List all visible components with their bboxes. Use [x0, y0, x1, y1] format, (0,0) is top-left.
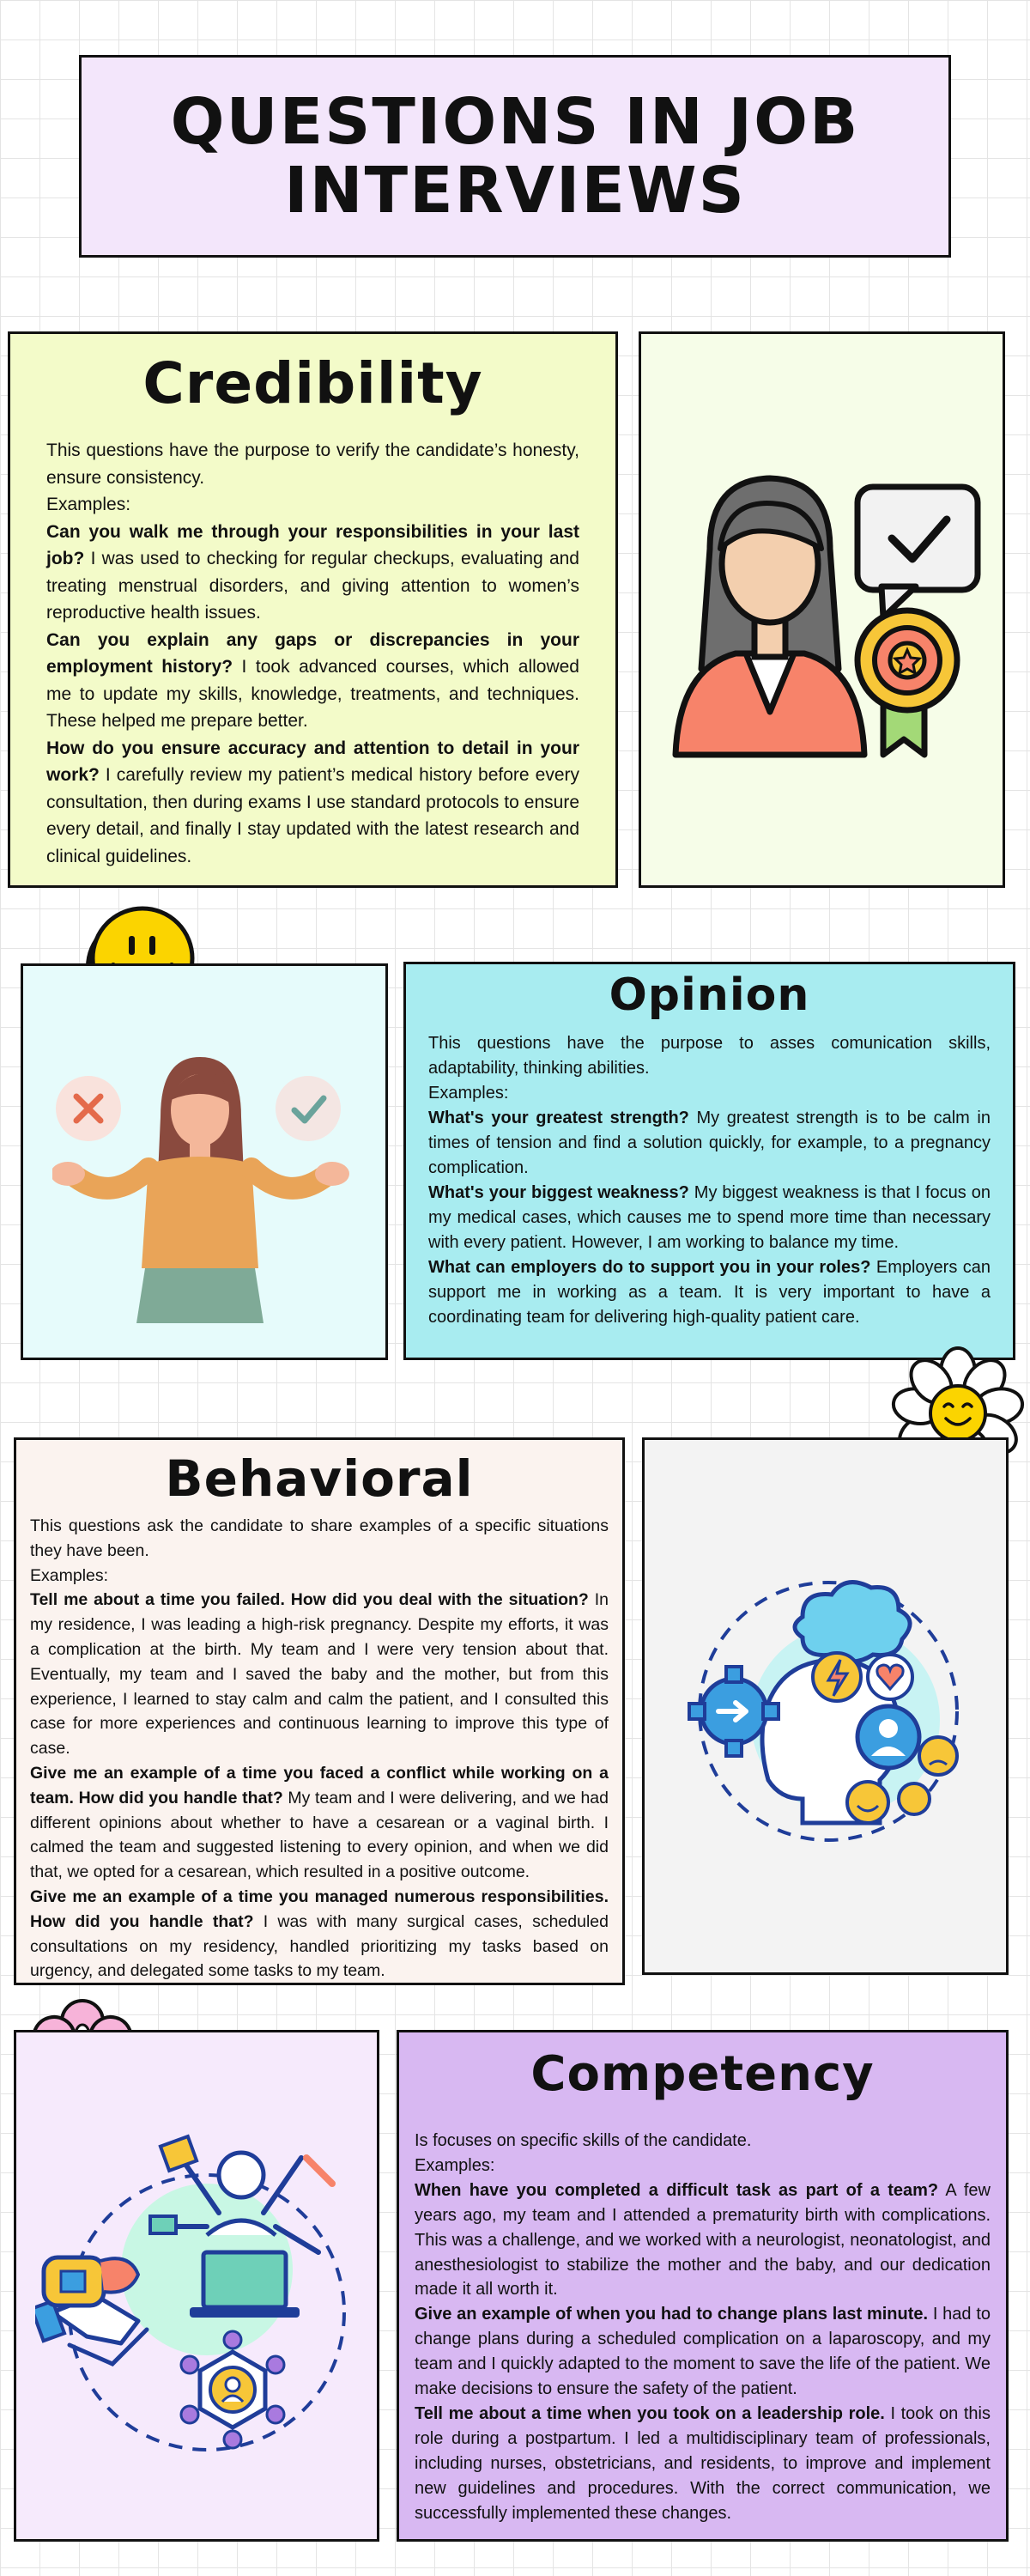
qa-item [415, 2178, 991, 2303]
credibility-title: Credibility [142, 350, 483, 416]
qa-item [428, 1181, 991, 1255]
opinion-illustration-panel [21, 963, 388, 1360]
opinion-section [403, 962, 1015, 1360]
competency-section [397, 2030, 1009, 2542]
opinion-title: Opinion [609, 969, 810, 1021]
answer: I took on this role during a postpartum. I led a multidisciplinary team of professionals, including nurses, obstetricians, and residents, to improve and implement new guidelines and procedures. With the correct communication, we successfully implemented these changes. [415, 2403, 991, 2523]
behavioral-intro: This questions ask the candidate to share examples of a specific situations they have been. [30, 1516, 609, 1560]
qa-item [30, 1588, 609, 1761]
competency-intro: Is focuses on specific skills of the candidate. [415, 2131, 752, 2150]
competency-examples-label: Examples: [415, 2155, 495, 2175]
behavioral-illustration-panel [642, 1437, 1009, 1975]
question: What's your greatest strength? [428, 1109, 689, 1127]
behavioral-examples-label: Examples: [30, 1565, 109, 1585]
answer: I was used to checking for regular checkups, evaluating and treating menstrual disorders, and giving attention to women’s reproductive health issues. [46, 549, 579, 623]
competency-body [399, 2103, 1006, 2526]
question: Give me an example of a time you managed numerous responsibilities. How did you handle that? [30, 1886, 609, 1931]
question: How do you ensure accuracy and attention to detail in your work? [46, 738, 579, 785]
qa-item [30, 1885, 609, 1984]
title-banner [79, 55, 951, 258]
credibility-intro: This questions have the purpose to verify the candidate’s honesty, ensure consistency. [46, 440, 579, 488]
professional-woman-with-badge-icon [658, 454, 985, 763]
credibility-section [8, 331, 618, 888]
opinion-body [406, 1021, 1013, 1330]
qa-item [415, 2302, 991, 2402]
competency-title: Competency [530, 2046, 875, 2102]
qa-item [46, 735, 579, 871]
question: When have you completed a difficult task as part of a team? [415, 2180, 939, 2200]
answer: My biggest weakness is that I focus on my medical cases, which causes me to spend more time than necessary with every patient. However, I am working to balance my time. [428, 1183, 991, 1252]
question: Give an example of when you had to change plans last minute. [415, 2305, 929, 2324]
qa-item [415, 2402, 991, 2526]
qa-item [428, 1255, 991, 1330]
question: What's your biggest weakness? [428, 1183, 689, 1202]
question: Can you explain any gaps or discrepancies in your employment history? [46, 629, 579, 677]
qa-item [428, 1106, 991, 1181]
answer: My greatest strength is to be calm in times of tension and find a solution quickly, for example, to a pregnancy complication. [428, 1109, 991, 1177]
question: Tell me about a time when you took on a leadership role. [415, 2403, 885, 2423]
credibility-examples-label: Examples: [46, 495, 131, 514]
answer: In my residence, I was leading a high-risk pregnancy. Despite my efforts, it was a complication at the birth. My team and I were very tension about that. Eventually, my team and I saved the baby and the mother, but from this experience, I learned to stay calm and calm the patient, and I consulted this case for more experiences and continuous learning to improve this type of case. [30, 1590, 609, 1759]
teamwork-skills-icon [35, 2123, 361, 2467]
qa-item [46, 519, 579, 627]
credibility-illustration-panel [639, 331, 1005, 888]
answer: A few years ago, my team and I attended a prematurity birth with complications. This was a challenge, and we worked with a neurologist, neonatologist, and anesthesiologist to stabilize the mother and the baby, and our dedication made it all worth it. [415, 2180, 991, 2300]
question: Can you walk me through your responsibilities in your last job? [46, 521, 579, 568]
qa-item [46, 627, 579, 735]
answer: I had to change plans during a scheduled complication on a laparoscopy, and my team and I quickly adapted to the moment to save the life of the patient. We make decisions to ensure the safety of the patient. [415, 2305, 991, 2399]
answer: I took advanced courses, which allowed me to update my skills, knowledge, treatments, and techniques. These helped me prepare better. [46, 657, 579, 731]
qa-item [30, 1761, 609, 1885]
behavioral-body [16, 1507, 622, 1984]
page-title: QUESTIONS IN JOB INTERVIEWS [170, 85, 860, 228]
answer: Employers can support me in working as a team. It is very important to have a coordinating team for delivering high-quality patient care. [428, 1258, 991, 1327]
answer: My team and I were delivering, and we had different opinions about whether to have a cesarean or a vaginal birth. I calmed the team and suggested listening to every opinion, and when we did that, we opted for a cesarean, which resulted in a positive outcome. [30, 1788, 609, 1882]
answer: I carefully review my patient’s medical history before every consultation, then during exams I use standard protocols to ensure every detail, and finally I stay updated with the latest research and clinical guidelines. [46, 765, 579, 866]
answer: I was with many surgical cases, scheduled consultations on my residency, handled prioritizing my tasks based on urgency, and delegated some tasks to my team. [30, 1911, 609, 1981]
behavioral-section [14, 1437, 625, 1985]
question: Tell me about a time you failed. How did you deal with the situation? [30, 1590, 589, 1610]
question: Give me an example of a time you faced a conflict while working on a team. How did you handle that? [30, 1763, 609, 1807]
opinion-examples-label: Examples: [428, 1084, 509, 1103]
credibility-body [10, 416, 615, 870]
opinion-intro: This questions have the purpose to asses comunication skills, adaptability, thinking abilities. [428, 1034, 991, 1078]
mind-emotions-icon [674, 1565, 983, 1857]
behavioral-title: Behavioral [165, 1449, 474, 1508]
woman-deciding-icon [52, 1048, 361, 1332]
competency-illustration-panel [14, 2030, 379, 2542]
question: What can employers do to support you in your roles? [428, 1258, 871, 1277]
